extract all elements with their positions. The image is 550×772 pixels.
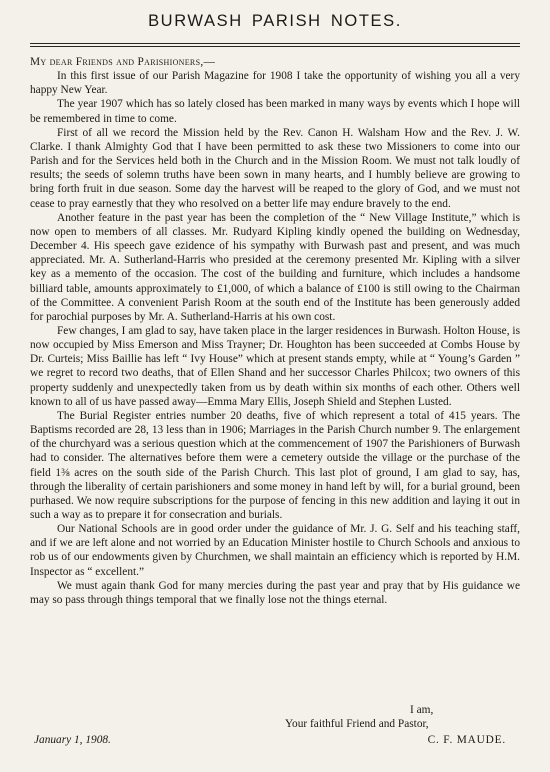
signature-name: C. F. MAUDE. — [427, 733, 506, 746]
paragraph-thanksgiving: We must again thank God for many mercies during the past year and pray that by His guidance we may so pass through things temporal that we finally lose not the things eternal. — [30, 579, 520, 606]
closing-friend: Your faithful Friend and Pastor, — [285, 718, 429, 731]
paragraph-new-year: In this first issue of our Parish Magazine for 1908 I take the opportunity of wishing you all a very happy New Year. — [30, 70, 520, 97]
letter-closing — [30, 703, 520, 747]
letter-date: January 1, 1908. — [34, 733, 111, 746]
salutation: My dear Friends and Parishioners,— — [30, 56, 216, 68]
paragraph-village-institute: Another feature in the past year has been the completion of the “ New Village Institute,” which is now open to members of all classes. Mr. Rudyard Kipling kindly opened the building on Wednesday, December 4. His speech gave ezidence of his sympathy with Burwash past and present, and was much appreciated. Mr. A. Sutherland-Harris who presided at the ceremony presented Mr. Kipling with a silver key as a memento of the occasion. The cost of the building and furniture, which includes a handsome billiard table, amounts approximately to £1,000, of which a balance of £100 is still owing to the Chairman of the Committee. A convenient Parish Room at the south end of the Institute has been generously added for parochial purposes by Mr. A. Sutherland-Harris at his own cost. — [30, 211, 520, 323]
closing-i-am: I am, — [410, 704, 434, 716]
letter-body — [30, 55, 520, 607]
paragraph-year-1907: The year 1907 which has so lately closed has been marked in many ways by events which I hope will be remembered in time to come. — [30, 98, 520, 125]
paragraph-burial-register: The Burial Register entries number 20 deaths, five of which represent a total of 415 years. The Baptisms recorded are 28, 13 less than in 1906; Marriages in the Parish Church number 9. The enlargement of the churchyard was a serious question which at the commencement of 1907 the Parishioners of Burwash had to consider. The alternatives before them were a cemetery outside the village or the purchase of the field 1⅜ acres on the south side of the Parish Church. This last plot of ground, I am glad to say, has, through the liberality of certain parishioners and some money in hand left by will, for a burial ground, been purhased. We now require subscriptions for the purpose of fencing in this new addition and laying it out in such a way as to prepare it for consecration and burials. — [30, 409, 520, 521]
page-title: BURWASH PARISH NOTES. — [148, 12, 402, 30]
paragraph-mission: First of all we record the Mission held by the Rev. Canon H. Walsham How and the Rev. J. W. Clarke. I thank Almighty God that I have been permitted to ask these two Missioners to come into our Parish and for the Services held both in the Church and in the Mission Room. We must not talk loudly of results; the seeds of solemn truths have been sown in many hearts, and I humbly believe are growing to bring forth fruit in due season. Some day the harvest will be reaped to the glory of God, and we must not cease to pray earnestly that they who resolved on a better life may endure bravely to the end. — [30, 126, 520, 210]
signature-row — [30, 733, 520, 747]
paragraph-national-schools: Our National Schools are in good order under the guidance of Mr. J. G. Self and his teaching staff, and if we are left alone and not worried by an Education Minister hostile to Church Schools and anxious to rob us of our endowments given by Churchmen, we shall maintain an efficiency which is reported by H.M. Inspector as “ excellent.” — [30, 523, 520, 578]
paragraph-residences: Few changes, I am glad to say, have taken place in the larger residences in Burwash. Holton House, is now occupied by Miss Emerson and Miss Trayner; Dr. Houghton has been succeeded at Combs House by Dr. Curteis; Miss Baillie has left “ Ivy House” which at present stands empty, while at “ Young’s Garden ” we regret to record two deaths, that of Ellen Shand and her successor Charles Philcox; two owners of this property suddenly and unexpectedly taken from us by death within six months of each other. Others well known to all of us have passed away—Emma Mary Ellis, Joseph Shield and Stephen Lusted. — [30, 324, 520, 408]
title-rule-lower — [30, 46, 520, 47]
title-rule-upper — [30, 43, 520, 44]
